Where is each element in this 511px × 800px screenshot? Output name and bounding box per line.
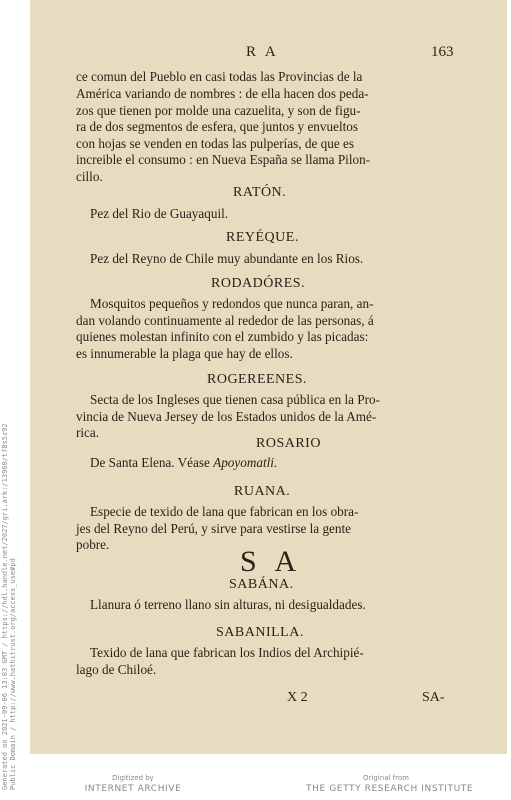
entry-term: ROSARIO xyxy=(256,436,321,451)
text-line: ra de dos segmentos de esfera, que juntos y envueltos xyxy=(76,119,358,134)
credit-caption: Original from xyxy=(363,774,409,782)
credit-name: THE GETTY RESEARCH INSTITUTE xyxy=(306,784,474,794)
entry-definition: lago de Chiloé. xyxy=(76,662,157,677)
entry-term: RODADÓRES. xyxy=(211,276,306,291)
original-from-credit xyxy=(306,774,474,794)
entry-definition: Especie de texido de lana que fabrican en los obra- xyxy=(90,504,359,519)
digitized-by-credit xyxy=(78,774,188,794)
entry-term: SABANILLA. xyxy=(216,625,304,640)
license-note: Public Domain / http://www.hathitrust.org/access_use#pd xyxy=(9,558,17,790)
entry-definition: es innumerable la plaga que hay de ellos. xyxy=(76,346,293,361)
entry-definition: pobre. xyxy=(76,537,110,552)
entry-definition: Llanura ó terreno llano sin alturas, ni desigualdades. xyxy=(90,597,366,612)
text-line: cillo. xyxy=(76,169,103,184)
signature-mark: X 2 xyxy=(287,690,308,705)
text-line: increible el consumo : en Nueva España se llama Pilon- xyxy=(76,152,371,167)
credit-name: INTERNET ARCHIVE xyxy=(84,784,182,794)
text-line: América variando de nombres : de ella hacen dos peda- xyxy=(76,86,369,101)
entry-definition: rica. xyxy=(76,425,100,440)
entry-definition: quienes molestan infinito con el zumbido y las picadas: xyxy=(76,329,369,344)
running-head: R A xyxy=(246,44,279,60)
entry-definition: vincia de Nueva Jersey de los Estados unidos de la Amé- xyxy=(76,409,377,424)
generated-note: Generated on 2021-09-06 13:03 GMT / https://hdl.handle.net/2027/gri.ark:/13960/t78s5z92 xyxy=(1,423,9,790)
entry-term: RUANA. xyxy=(234,484,291,499)
entry-term: SABÁNA. xyxy=(229,577,294,592)
text-line: ce comun del Pueblo en casi todas las Provincias de la xyxy=(76,69,363,84)
entry-term: ROGEREENES. xyxy=(207,372,307,387)
credit-caption: Digitized by xyxy=(112,774,154,782)
text-line: con hojas se venden en todas las pulperías, de que es xyxy=(76,136,354,151)
entry-term: REYÉQUE. xyxy=(226,230,299,245)
entry-definition: Texido de lana que fabrican los Indios del Archipié- xyxy=(90,645,364,660)
entry-definition: Mosquitos pequeños y redondos que nunca paran, an- xyxy=(90,296,374,311)
cross-reference: Apoyomatli. xyxy=(213,455,278,470)
entry-definition: Pez del Reyno de Chile muy abundante en los Rios. xyxy=(90,251,364,266)
entry-term: RATÓN. xyxy=(233,185,287,200)
entry-definition: Secta de los Ingleses que tienen casa pública en la Pro- xyxy=(90,392,381,407)
entry-definition-text: De Santa Elena. Véase xyxy=(90,455,210,470)
entry-definition xyxy=(90,455,277,471)
text-line: zos que tienen por molde una cazuelita, y son de figu- xyxy=(76,103,361,118)
entry-definition: dan volando continuamente al rededor de las personas, á xyxy=(76,313,374,328)
entry-definition: Pez del Rio de Guayaquil. xyxy=(90,206,229,221)
catchword: SA- xyxy=(422,690,445,705)
hathitrust-stamp xyxy=(1,423,17,790)
page-number: 163 xyxy=(431,44,454,60)
section-heading: S A xyxy=(240,545,303,578)
entry-definition: jes del Reyno del Perú, y sirve para vestirse la gente xyxy=(76,521,352,536)
